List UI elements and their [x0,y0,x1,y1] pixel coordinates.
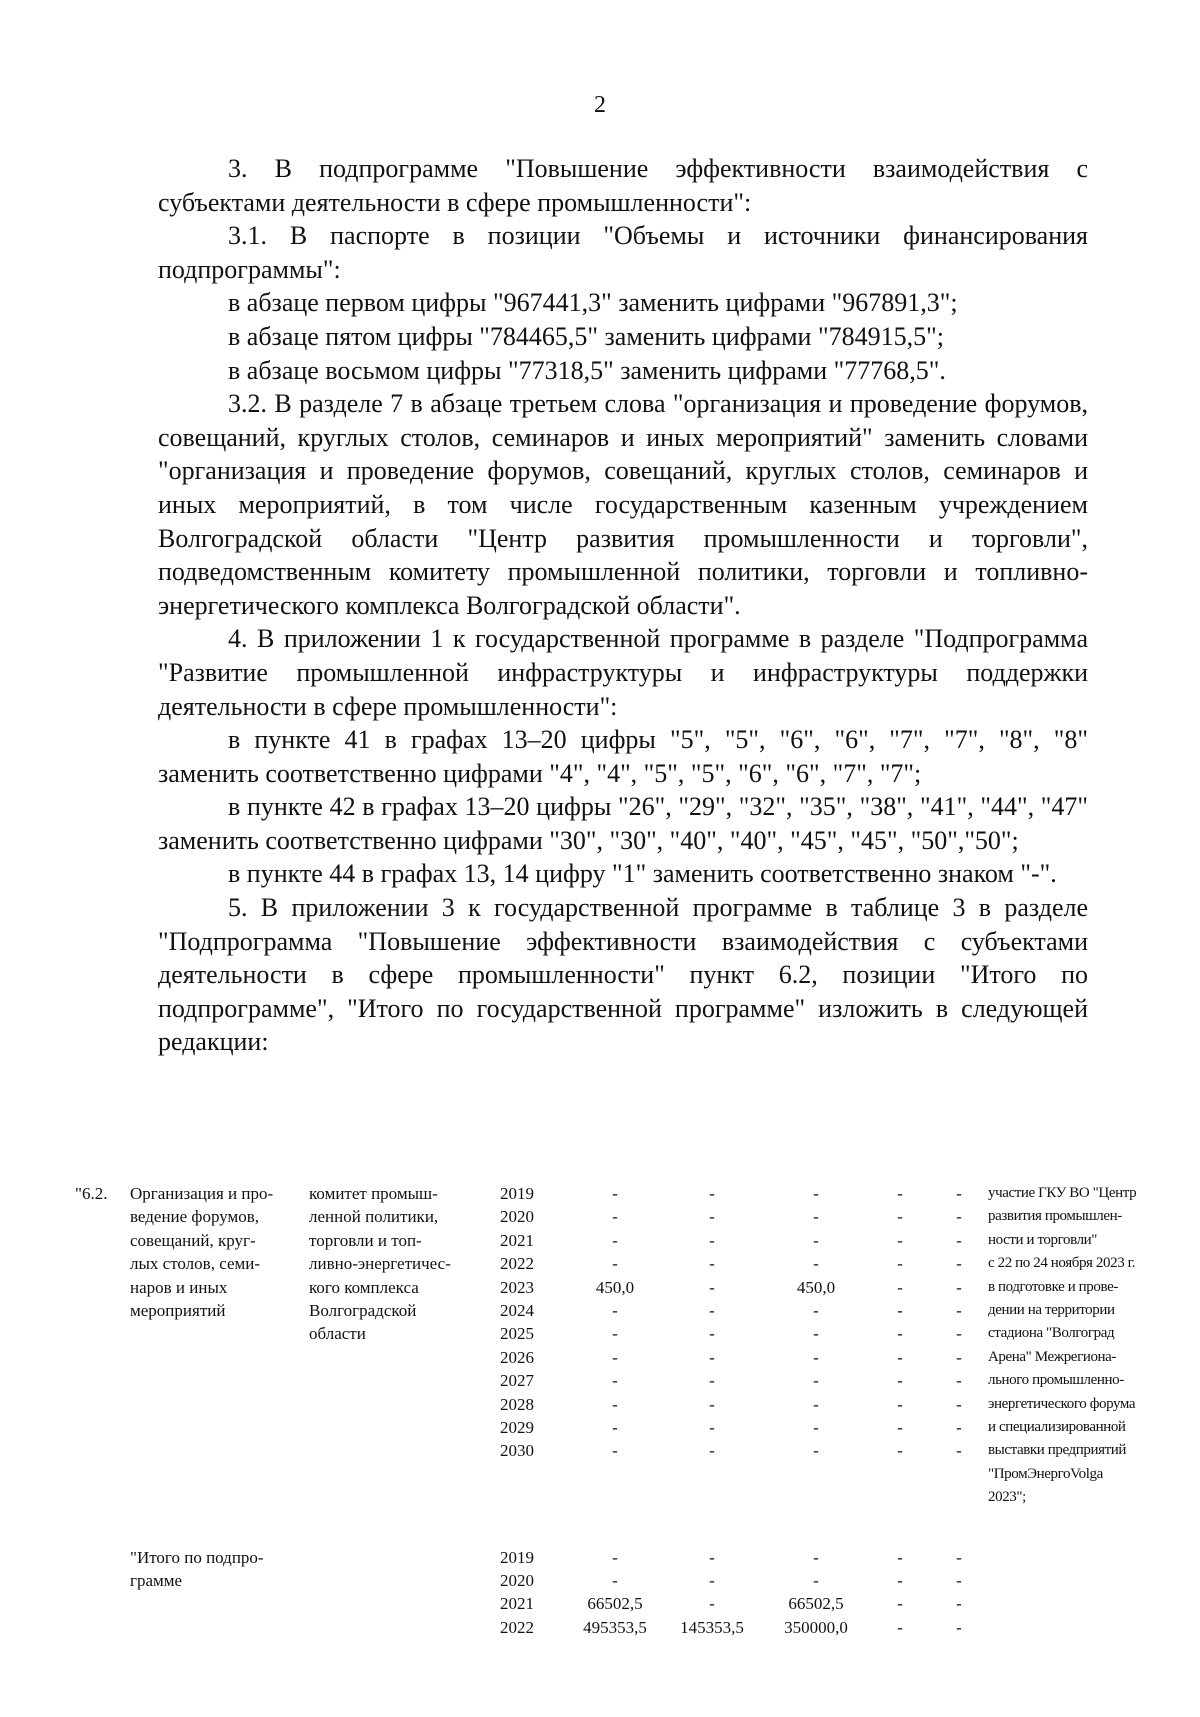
paragraph: 4. В приложении 1 к государственной программе в разделе "Подпрограмма "Развитие промышленной инфраструктуры и инфраструктуры поддержки деятельности в сфере промышленности": [158,624,1088,721]
value-federal: - [709,1300,715,1320]
value-extrabudget: - [956,1207,962,1227]
responsible-executor [309,1182,473,1346]
value-extrabudget: - [956,1277,962,1297]
value-local: - [897,1184,903,1203]
value-total: - [612,1441,618,1461]
year-cell-column [500,1182,550,1463]
year-cell: 2021 [500,1594,534,1614]
paragraph: 3.1. В паспорте в позиции "Объемы и источники финансирования подпрограммы": [158,221,1088,284]
responsible-line: области [309,1324,366,1344]
value-federal: - [709,1230,715,1250]
value-federal: - [709,1324,715,1344]
expected-result-line: 2023"; [988,1489,1026,1506]
value-local: - [897,1547,903,1567]
value-local-column [885,1182,915,1463]
paragraph: в абзаце первом цифры "967441,3" заменить цифрами "967891,3"; [228,288,958,318]
page-number: 2 [594,92,606,118]
value-total: - [612,1230,618,1250]
value-regional: - [813,1230,819,1250]
responsible-line: комитет промыш- [309,1184,438,1203]
value-regional: - [813,1547,819,1567]
value-regional: - [813,1570,819,1590]
value-local: - [897,1441,903,1461]
table-row [0,1546,1200,1640]
value-total: - [612,1394,618,1414]
value-regional-column [766,1546,866,1640]
value-regional: - [813,1371,819,1391]
year-cell: 2029 [500,1417,534,1437]
expected-result-line: дении на территории [988,1301,1115,1318]
year-cell: 2022 [500,1254,534,1274]
value-total: - [612,1347,618,1367]
value-federal-column [668,1546,756,1640]
expected-result-line: льного промышленно- [988,1372,1124,1389]
value-federal: - [709,1277,715,1297]
value-total: - [612,1371,618,1391]
measure-name-line: совещаний, круг- [130,1230,256,1250]
value-local: - [897,1371,903,1391]
year-cell: 2027 [500,1371,534,1391]
value-local: - [897,1254,903,1274]
value-regional: 66502,5 [788,1594,844,1614]
paragraph: 3.2. В разделе 7 в абзаце третьем слова "организация и проведение форумов, совещаний, круглых столов, семинаров и иных мероприятий" заменить словами "организация и проведение форумов, совещаний, круглых столов, семинаров и иных мероприятий, в том числе государственным казенным учреждением Волгоградской области "Центр развития промышленности и торговли", подведомственным комитету промышленной политики, торговли и топливно-энергетического комплекса Волгоградской области". [158,389,1088,620]
year-cell: 2028 [500,1394,534,1414]
expected-result-line: участие ГКУ ВО "Центр [988,1185,1137,1201]
value-extrabudget: - [956,1441,962,1461]
paragraph: в абзаце восьмом цифры "77318,5" заменить цифрами "77768,5". [228,355,946,385]
expected-result-line: Арена" Межрегиона- [988,1348,1117,1365]
measure-name-line: ведение форумов, [130,1207,260,1227]
value-federal: - [709,1207,715,1227]
measure-name [130,1182,292,1322]
value-regional: - [813,1347,819,1367]
measure-name-line: Организация и про- [130,1184,274,1203]
value-federal: - [709,1394,715,1414]
measure-name-line: наров и иных [130,1277,228,1297]
value-total: - [612,1417,618,1437]
value-local: - [897,1300,903,1320]
measure-name-line: мероприятий [130,1300,226,1320]
year-cell: 2019 [500,1547,534,1567]
value-total: - [612,1254,618,1274]
value-federal: - [709,1594,715,1614]
value-total: 495353,5 [583,1617,647,1637]
expected-result-line: стадиона "Волгоград [988,1325,1115,1342]
value-federal: - [709,1371,715,1391]
responsible-line: ливно-энергетичес- [309,1254,451,1274]
responsible-line: кого комплекса [309,1277,419,1297]
paragraph: в абзаце пятом цифры "784465,5" заменить цифрами "784915,5"; [228,321,944,351]
paragraph: 3. В подпрограмме "Повышение эффективности взаимодействия с субъектами деятельности в сфере промышленности": [158,154,1088,217]
value-total: - [612,1207,618,1227]
value-extrabudget: - [956,1230,962,1250]
financing-table [0,1182,1200,1639]
value-extrabudget-column [944,1546,974,1640]
value-total-column [570,1182,660,1463]
year-cell: 2020 [500,1570,534,1590]
paragraph: в пункте 41 в графах 13–20 цифры "5", "5", "6", "6", "7", "7", "8", "8" заменить соответственно цифрами "4", "4", "5", "5", "6", "6", "7", "7"; [158,725,1088,788]
year-cell: 2025 [500,1324,534,1344]
value-extrabudget: - [956,1371,962,1391]
year-cell-column [500,1546,550,1640]
paragraph: в пункте 44 в графах 13, 14 цифру "1" заменить соответственно знаком "-". [228,859,1057,889]
value-extrabudget: - [956,1617,962,1637]
value-total: 450,0 [595,1277,635,1297]
value-local: - [897,1594,903,1614]
value-extrabudget: - [956,1324,962,1344]
value-regional: - [813,1300,819,1320]
measure-name-line: "Итого по подпро- [130,1547,264,1567]
measure-name-line: грамме [130,1570,183,1590]
value-total: - [612,1184,618,1203]
responsible-line: торговли и топ- [309,1230,422,1250]
expected-result-line: выставки предприятий [988,1442,1127,1459]
year-cell: 2022 [500,1617,534,1637]
value-regional: - [813,1254,819,1274]
value-local: - [897,1417,903,1437]
value-regional: - [813,1441,819,1461]
value-regional-column [766,1182,866,1463]
expected-result-line: в подготовке и прове- [988,1278,1118,1295]
value-local: - [897,1617,903,1637]
value-federal: - [709,1570,715,1590]
expected-result-line: "ПромЭнергоVolga [988,1465,1103,1482]
value-local: - [897,1394,903,1414]
value-total-column [570,1546,660,1640]
year-cell: 2021 [500,1230,534,1250]
value-local: - [897,1277,903,1297]
year-cell: 2023 [500,1277,534,1297]
value-extrabudget: - [956,1300,962,1320]
value-local: - [897,1207,903,1227]
value-extrabudget: - [956,1254,962,1274]
value-regional: - [813,1417,819,1437]
value-federal: - [709,1184,715,1203]
measure-name-line: лых столов, семи- [130,1254,261,1274]
value-extrabudget: - [956,1184,962,1203]
value-extrabudget-column [944,1182,974,1463]
value-local: - [897,1347,903,1367]
value-federal: - [709,1347,715,1367]
expected-result-line: ности и торговли" [988,1231,1098,1248]
value-federal: - [709,1417,715,1437]
value-total: - [612,1547,618,1567]
expected-result-line: с 22 по 24 ноября 2023 г. [988,1255,1136,1272]
year-cell: 2019 [500,1184,534,1203]
value-federal: - [709,1441,715,1461]
responsible-line: ленной политики, [309,1207,439,1227]
value-regional: - [813,1184,819,1203]
expected-result [988,1182,1166,1509]
expected-result-line: и специализированной [988,1418,1126,1435]
year-cell: 2024 [500,1300,534,1320]
value-total: - [612,1570,618,1590]
value-local-column [885,1546,915,1640]
value-local: - [897,1570,903,1590]
value-regional: - [813,1394,819,1414]
value-extrabudget: - [956,1570,962,1590]
year-cell: 2030 [500,1441,534,1461]
value-total: - [612,1324,618,1344]
value-local: - [897,1230,903,1250]
value-regional: - [813,1207,819,1227]
paragraph: 5. В приложении 3 к государственной программе в таблице 3 в разделе "Подпрограмма "Повышение эффективности взаимодействия с субъектами деятельности в сфере промышленности" пункт 6.2, позиции "Итого по подпрограмме", "Итого по государственной программе" изложить в следующей редакции: [158,893,1088,1057]
value-extrabudget: - [956,1347,962,1367]
measure-name [130,1546,292,1593]
value-regional: 350000,0 [784,1617,848,1637]
value-federal: - [709,1254,715,1274]
responsible-line: Волгоградской [309,1300,417,1320]
value-regional: - [813,1324,819,1344]
value-federal-column [668,1182,756,1463]
value-federal: 145353,5 [680,1617,744,1637]
value-extrabudget: - [956,1594,962,1614]
value-extrabudget: - [956,1547,962,1567]
value-extrabudget: - [956,1417,962,1437]
expected-result-line: развития промышлен- [988,1208,1122,1225]
value-local: - [897,1324,903,1344]
value-regional: 450,0 [796,1277,836,1297]
table-row [0,1182,1200,1510]
value-total: - [612,1300,618,1320]
value-extrabudget: - [956,1394,962,1414]
item-number-text: "6.2. [75,1184,108,1203]
year-cell: 2020 [500,1207,534,1227]
value-federal: - [709,1547,715,1567]
item-number [75,1182,125,1205]
expected-result-line: энергетического форума [988,1395,1136,1412]
year-cell: 2026 [500,1347,534,1367]
document-body [158,152,1088,1059]
paragraph: в пункте 42 в графах 13–20 цифры "26", "29", "32", "35", "38", "41", "44", "47" заменить соответственно цифрами "30", "30", "40", "40", "45", "45", "50","50"; [158,792,1088,855]
value-total: 66502,5 [587,1594,643,1614]
